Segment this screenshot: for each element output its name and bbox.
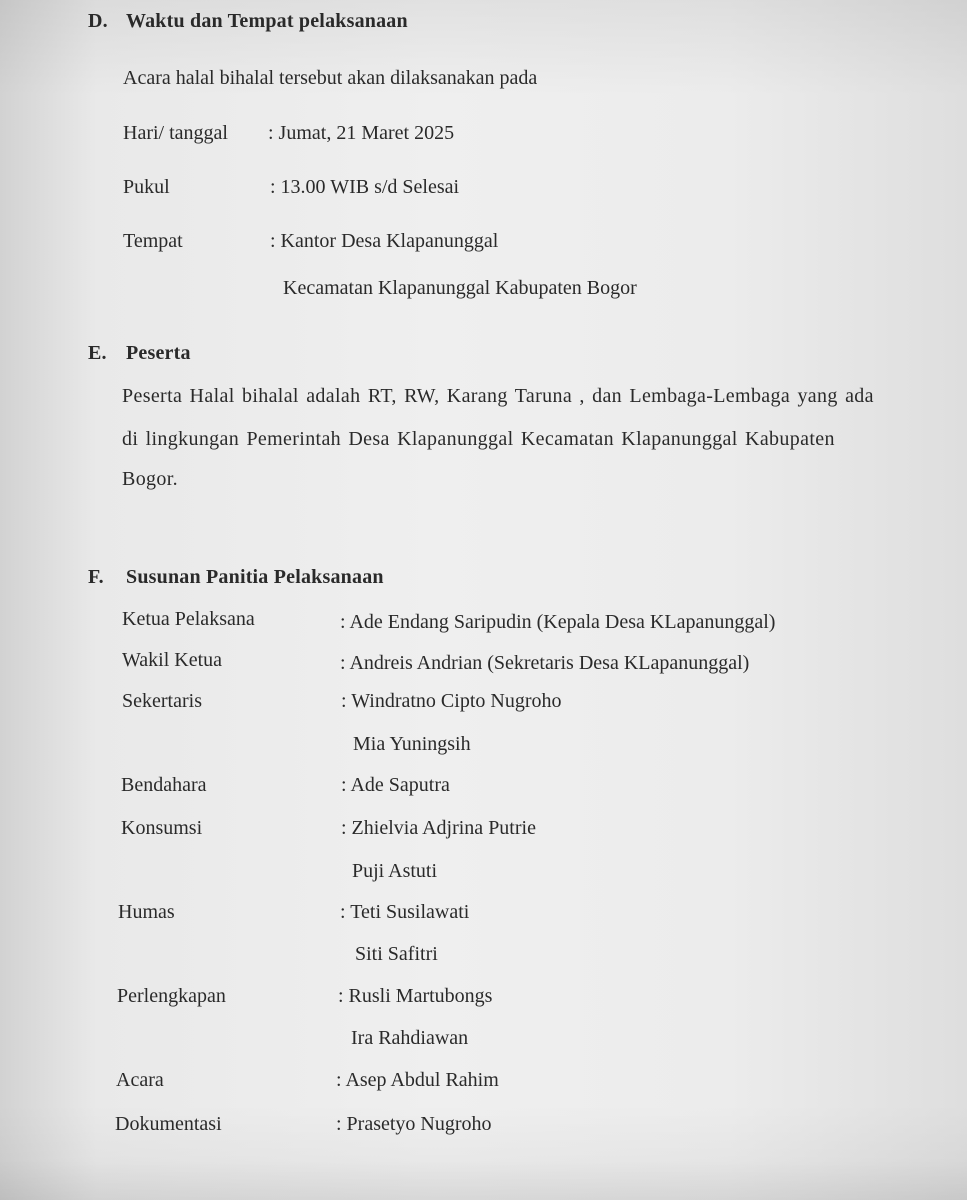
tempat-value-line-2: Kecamatan Klapanunggal Kabupaten Bogor bbox=[283, 277, 637, 299]
committee-label-konsumsi: Konsumsi bbox=[121, 817, 203, 839]
committee-value-konsumsi-1: : Zhielvia Adjrina Putrie bbox=[341, 817, 536, 839]
committee-value-acara: : Asep Abdul Rahim bbox=[336, 1069, 499, 1091]
pukul-value: : 13.00 WIB s/d Selesai bbox=[270, 176, 460, 198]
section-d-title: Waktu dan Tempat pelaksanaan bbox=[126, 10, 408, 32]
page-bottom-shadow bbox=[0, 1160, 967, 1200]
hari-value: : Jumat, 21 Maret 2025 bbox=[268, 122, 455, 144]
section-e-number: E. bbox=[88, 342, 107, 364]
committee-label-sekertaris: Sekertaris bbox=[122, 690, 202, 712]
committee-value-bendahara: : Ade Saputra bbox=[341, 774, 450, 796]
committee-value-konsumsi-2: Puji Astuti bbox=[352, 860, 438, 882]
section-d-heading bbox=[88, 10, 408, 33]
section-f-heading bbox=[88, 566, 384, 589]
section-d-intro: Acara halal bihalal tersebut akan dilaksanakan pada bbox=[123, 67, 538, 89]
committee-value-sekertaris-2: Mia Yuningsih bbox=[353, 733, 471, 755]
committee-label-ketua: Ketua Pelaksana bbox=[122, 608, 255, 630]
committee-label-wakil-ketua: Wakil Ketua bbox=[122, 649, 223, 671]
pukul-label: Pukul bbox=[123, 176, 170, 198]
section-e-heading bbox=[88, 342, 191, 365]
committee-label-dokumentasi: Dokumentasi bbox=[115, 1113, 222, 1135]
section-f-number: F. bbox=[88, 566, 104, 588]
tempat-value-line-1: : Kantor Desa Klapanunggal bbox=[270, 230, 499, 252]
committee-value-wakil-ketua: : Andreis Andrian (Sekretaris Desa KLapanunggal) bbox=[340, 652, 750, 674]
committee-value-sekertaris-1: : Windratno Cipto Nugroho bbox=[341, 690, 562, 712]
tempat-label: Tempat bbox=[123, 230, 183, 252]
committee-label-bendahara: Bendahara bbox=[121, 774, 207, 796]
committee-value-dokumentasi: : Prasetyo Nugroho bbox=[336, 1113, 492, 1135]
committee-value-humas-2: Siti Safitri bbox=[355, 943, 438, 965]
committee-value-ketua: : Ade Endang Saripudin (Kepala Desa KLapanunggal) bbox=[340, 611, 776, 633]
committee-value-perlengkapan-1: : Rusli Martubongs bbox=[338, 985, 493, 1007]
section-d-number: D. bbox=[88, 10, 108, 32]
committee-label-humas: Humas bbox=[118, 901, 175, 923]
section-e-paragraph-line-2: di lingkungan Pemerintah Desa Klapanunggal Kecamatan Klapanunggal Kabupaten bbox=[122, 428, 835, 450]
committee-label-perlengkapan: Perlengkapan bbox=[117, 985, 226, 1007]
section-e-paragraph-line-1: Peserta Halal bihalal adalah RT, RW, Karang Taruna , dan Lembaga-Lembaga yang ada bbox=[122, 385, 874, 407]
section-e-title: Peserta bbox=[126, 342, 191, 364]
section-e-paragraph-line-3: Bogor. bbox=[122, 468, 178, 490]
committee-label-acara: Acara bbox=[116, 1069, 164, 1091]
committee-value-perlengkapan-2: Ira Rahdiawan bbox=[351, 1027, 469, 1049]
hari-label: Hari/ tanggal bbox=[123, 122, 228, 144]
committee-value-humas-1: : Teti Susilawati bbox=[340, 901, 470, 923]
section-f-title: Susunan Panitia Pelaksanaan bbox=[126, 566, 384, 588]
